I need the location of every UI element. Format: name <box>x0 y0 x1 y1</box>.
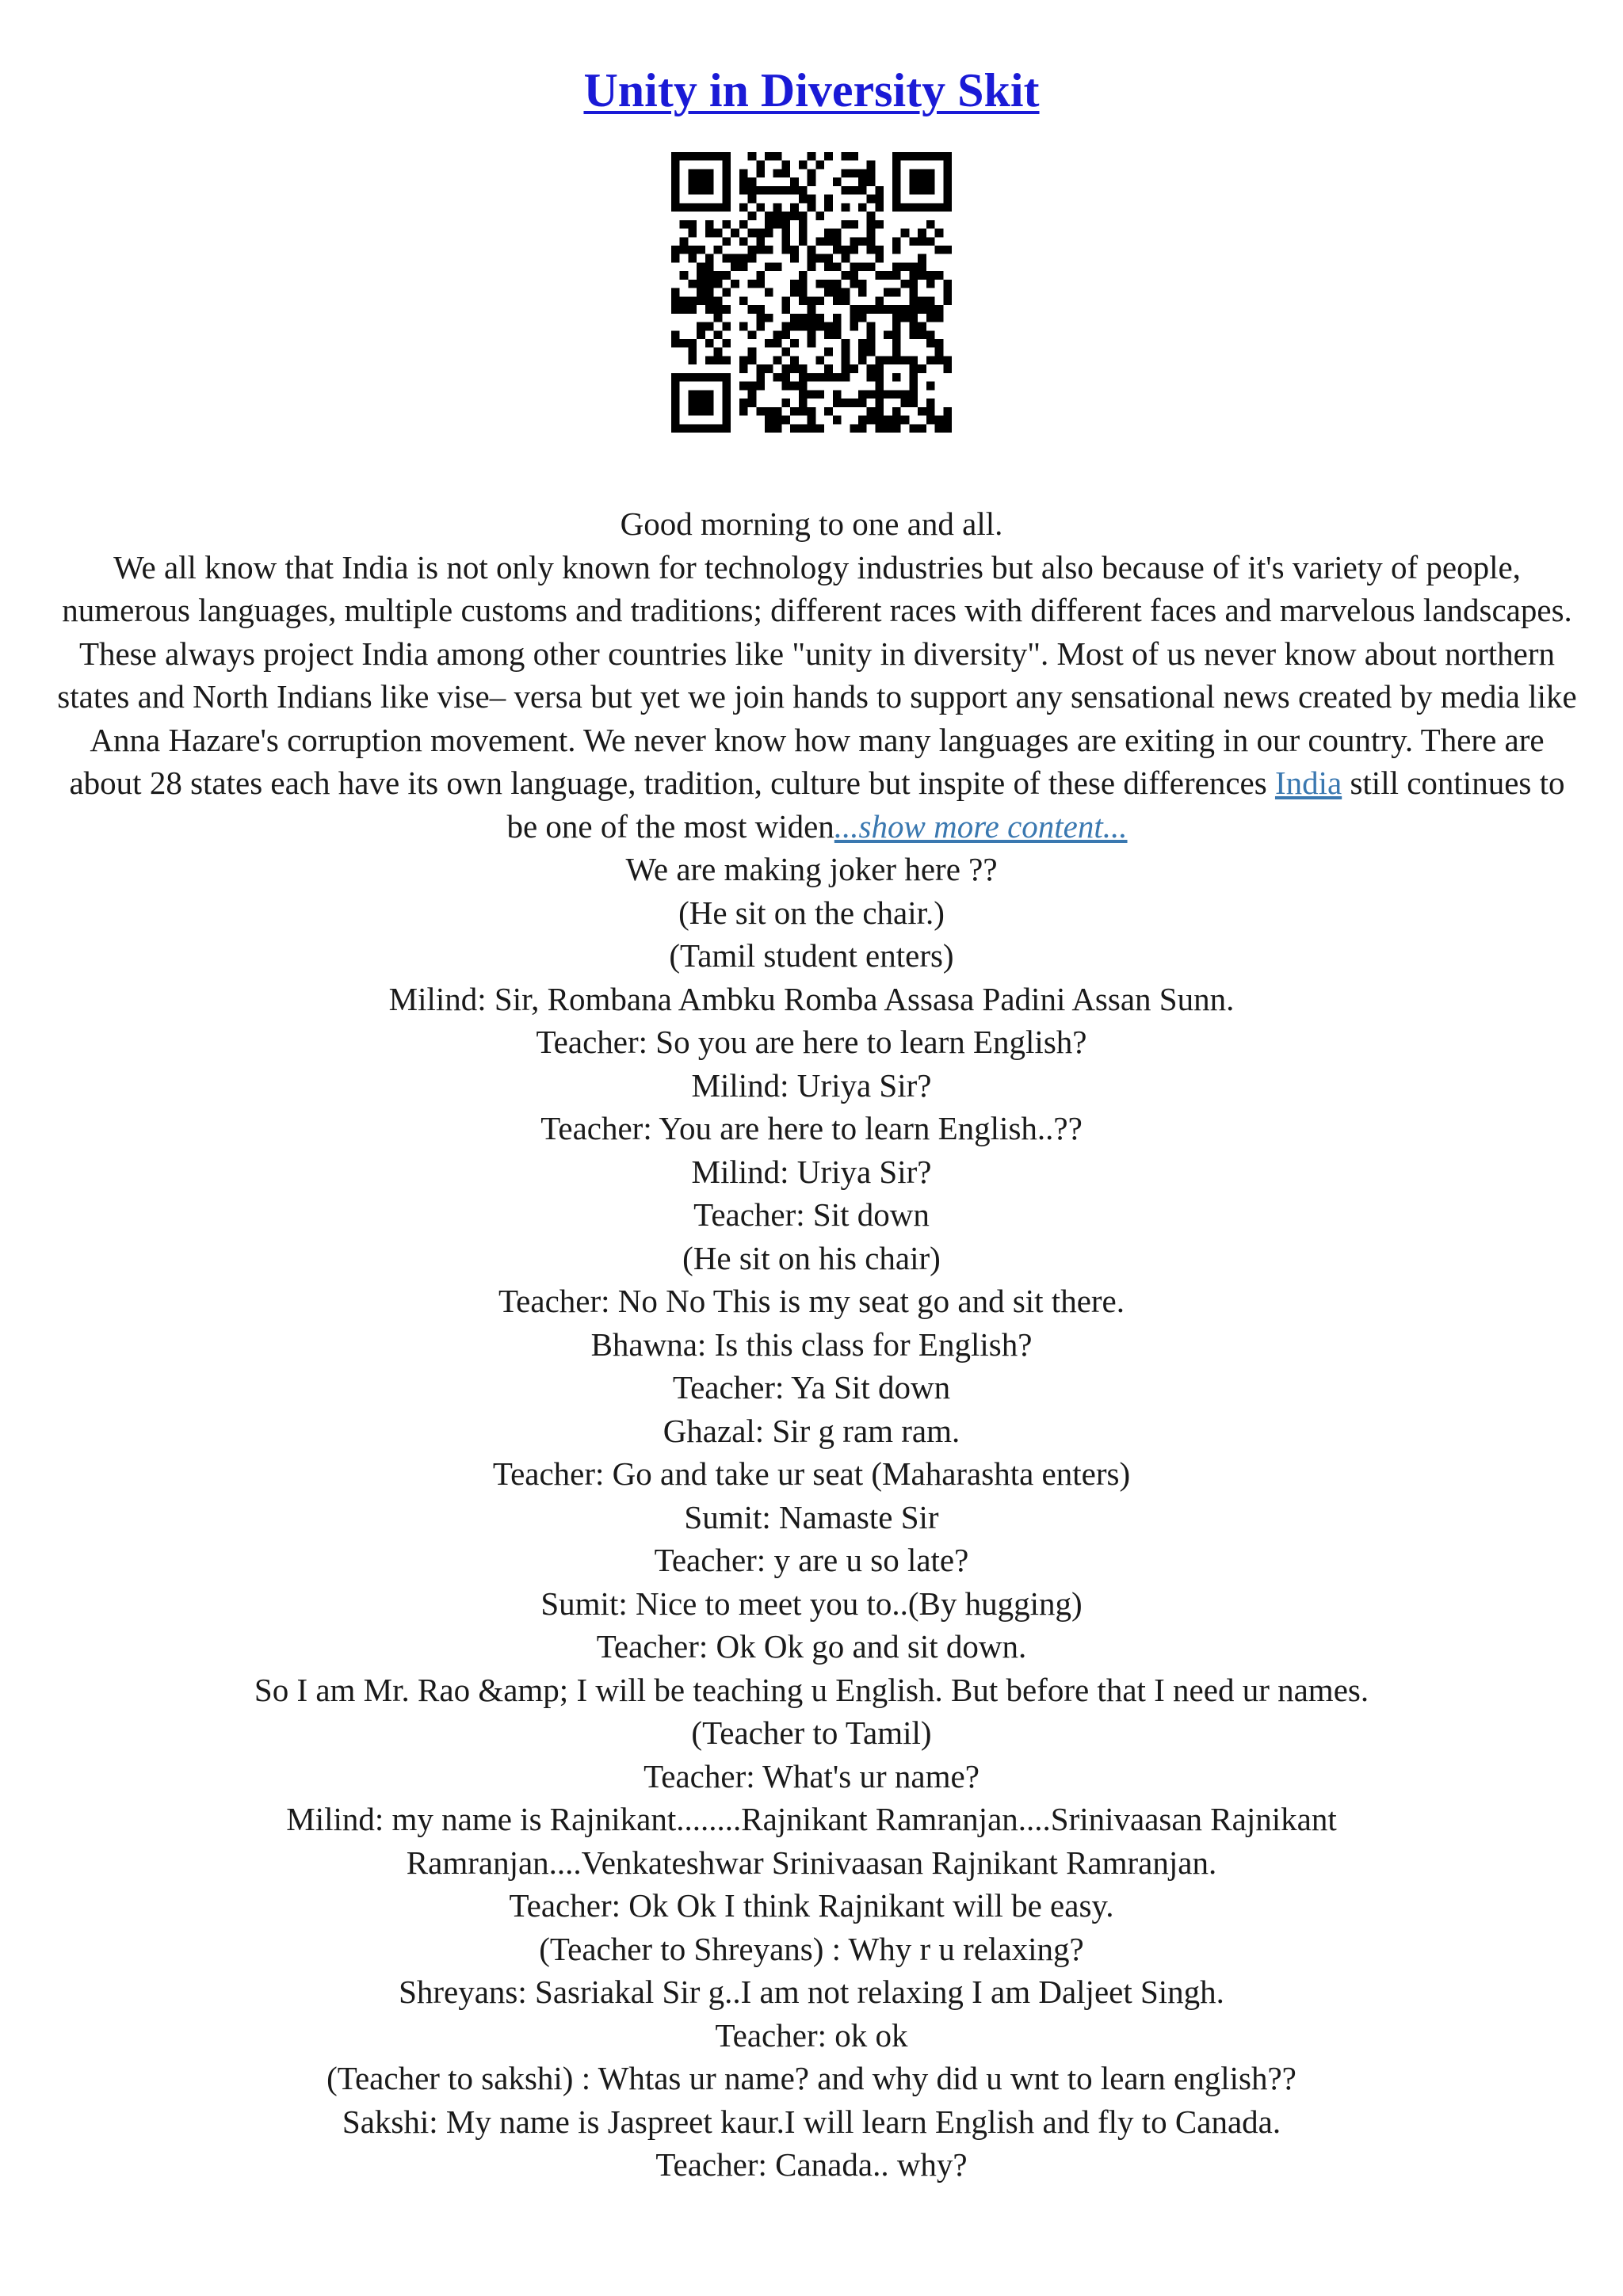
dialogue-line: We are making joker here ?? <box>625 851 998 887</box>
dialogue-line: (Tamil student enters) <box>669 937 954 974</box>
dialogue-line: Ghazal: Sir g ram ram. <box>663 1412 960 1449</box>
dialogue-line: Teacher: y are u so late? <box>654 1542 969 1578</box>
dialogue-line: Teacher: ok ok <box>715 2016 908 2054</box>
greeting-line: Good morning to one and all. <box>620 505 1003 542</box>
dialogue-line: (He sit on his chair) <box>682 1239 941 1276</box>
qr-code-icon <box>671 152 952 433</box>
dialogue-line: Milind: my name is Rajnikant........Rajnikant Ramranjan....Srinivaasan Rajnikant Ramranjan....Venkateshwar Srinivaasan Rajnikant Ramranjan. <box>286 1801 1337 1881</box>
dialogue-line: Teacher: Sit down <box>693 1196 930 1233</box>
dialogue-line: Teacher: Canada.. why? <box>655 2146 968 2183</box>
dialogue-line: (He sit on the chair.) <box>678 894 945 931</box>
intro-text-before-link: We all know that India is not only known for technology industries but also because of it's variety of people, numerous languages, multiple customs and traditions; different races with different faces and marvelous landscapes. These always project India among other countries like "unity in diversity". Most of us never know about northern states and North Indians like vise– versa but yet we join hands to support any sensational news created by media like Anna Hazare's corruption movement. We never know how many languages are exiting in our country. There are about 28 states each have its own language, tradition, culture but inspite of these differences <box>57 548 1577 801</box>
dialogue-line: (Teacher to Shreyans) : Why r u relaxing? <box>539 1930 1084 1967</box>
dialogue-line: Milind: Sir, Rombana Ambku Romba Assasa Padini Assan Sunn. <box>388 980 1235 1017</box>
dialogue-line: Teacher: Ok Ok go and sit down. <box>596 1628 1027 1665</box>
dialogue-line: Teacher: So you are here to learn English? <box>536 1024 1087 1060</box>
dialogue-line: Sakshi: My name is Jaspreet kaur.I will learn English and fly to Canada. <box>342 2103 1281 2140</box>
dialogue-line: So I am Mr. Rao &amp; I will be teaching u English. But before that I need ur names. <box>254 1671 1369 1708</box>
dialogue-line: Teacher: No No This is my seat go and sit there. <box>498 1283 1125 1319</box>
intro-paragraph <box>55 546 1579 849</box>
article-body <box>55 502 1577 2187</box>
show-more-link[interactable]: ...show more content... <box>834 807 1128 845</box>
dialogue-line: Sumit: Nice to meet you to..(By hugging) <box>540 1585 1083 1622</box>
dialogue-line: Teacher: You are here to learn English..?? <box>540 1110 1083 1146</box>
qr-code <box>671 152 952 433</box>
script-dialogue <box>55 848 1568 2187</box>
dialogue-line: Teacher: Ya Sit down <box>672 1369 951 1405</box>
dialogue-line: Bhawna: Is this class for English? <box>590 1325 1033 1363</box>
intro-text-after-link: still continues to be one of the most widen <box>506 765 1565 845</box>
dialogue-line: Shreyans: Sasriakal Sir g..I am not relaxing I am Daljeet Singh. <box>399 1974 1224 2010</box>
dialogue-line: Milind: Uriya Sir? <box>691 1153 932 1190</box>
document-title <box>55 0 1568 122</box>
dialogue-line: Teacher: Ok Ok I think Rajnikant will be easy. <box>509 1887 1114 1924</box>
dialogue-line: (Teacher to sakshi) : Whtas ur name? and why did u wnt to learn english?? <box>327 2060 1296 2096</box>
dialogue-line: Teacher: What's ur name? <box>643 1757 980 1794</box>
dialogue-line: (Teacher to Tamil) <box>691 1714 932 1751</box>
dialogue-line: Sumit: Namaste Sir <box>684 1498 939 1535</box>
title-link[interactable]: Unity in Diversity Skit <box>583 64 1040 116</box>
india-link[interactable]: India <box>1274 765 1342 801</box>
dialogue-line: Teacher: Go and take ur seat (Maharashta enters) <box>492 1455 1131 1492</box>
dialogue-line: Milind: Uriya Sir? <box>691 1066 932 1104</box>
